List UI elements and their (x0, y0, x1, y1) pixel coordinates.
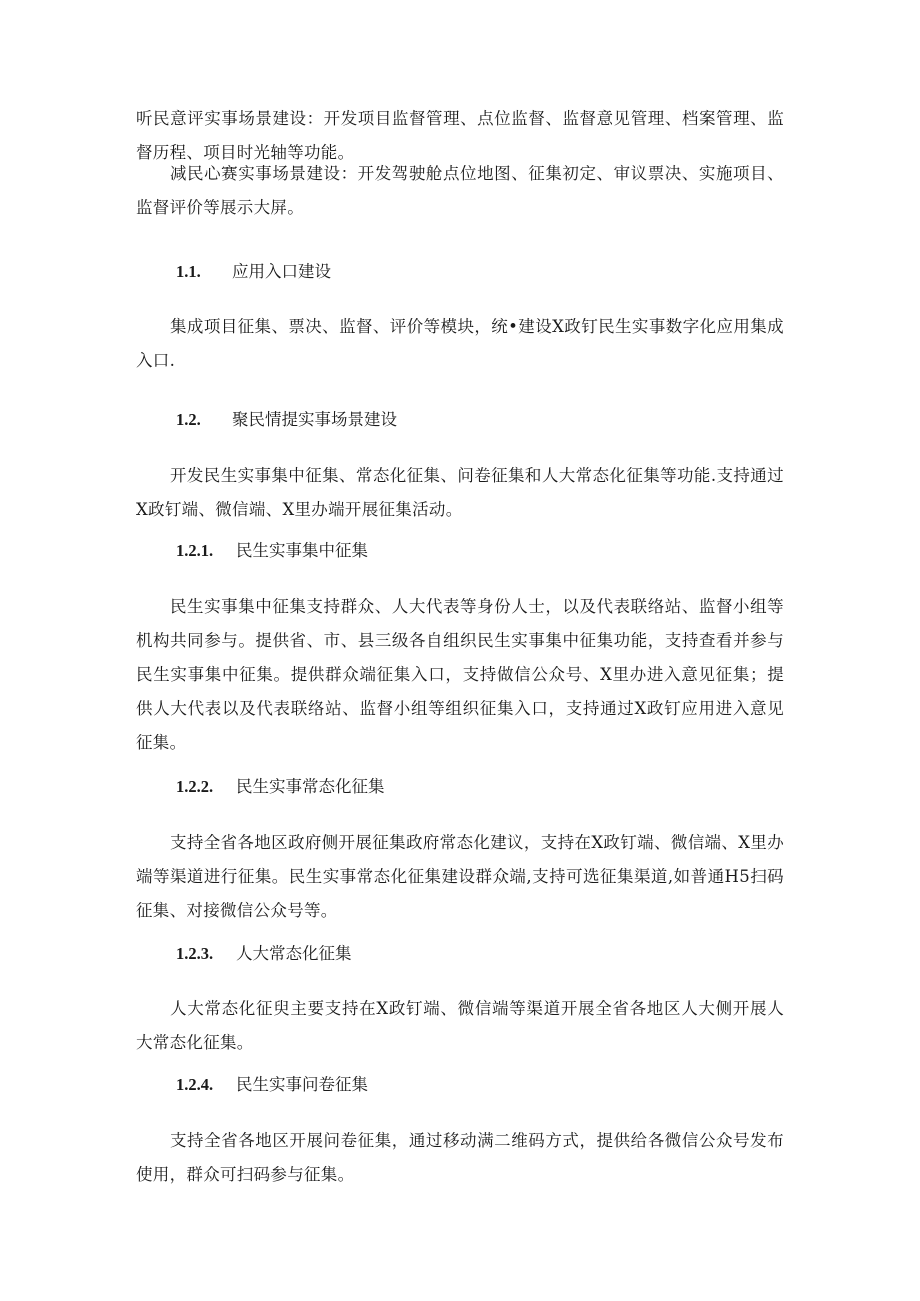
heading-text: 聚民情提实事场景建设 (232, 410, 397, 429)
heading-1-2 (176, 408, 397, 432)
paragraph-centralized-collection: 民生实事集中征集支持群众、人大代表等身份人士，以及代表联络站、监督小组等机构共同参与。提供省、市、县三级各自组织民生实事集中征集功能，支持查看并参与民生实事集中征集。提供群众端征集入口，支持做信公众号、X里办进入意见征集；提供人大代表以及代表联络站、监督小组等组织征集入口，支持通过X政钉应用进入意见征集。 (136, 597, 784, 752)
paragraph-regular-collection: 支持全省各地区政府侧开展征集政府常态化建议，支持在X政钉端、微信端、X里办端等渠道进行征集。民生实事常态化征集建设群众端,支持可选征集渠道,如普通H5扫码征集、对接微信公众号等。 (136, 833, 784, 920)
heading-1-2-4 (176, 1073, 368, 1097)
paragraph-dashboard-scene: 减民心赛实事场景建设：开发驾驶舱点位地图、征集初定、审议票决、实施项目、监督评价等展示大屏。 (136, 164, 784, 217)
heading-text: 民生实事问卷征集 (236, 1075, 368, 1094)
paragraph-supervision-scene: 听民意评实事场景建设：开发项目监督管理、点位监督、监督意见管理、档案管理、监督历程、项目时光轴等功能。 (136, 109, 784, 162)
heading-1-2-2 (176, 775, 385, 799)
paragraph-npc-collection: 人大常态化征臾主要支持在X政钉端、微信端等渠道开展全省各地区人大侧开展人大常态化征集。 (136, 999, 784, 1052)
heading-text: 民生实事常态化征集 (236, 777, 385, 796)
heading-number: 1.2.4. (176, 1075, 214, 1094)
heading-number: 1.2.2. (176, 777, 214, 796)
paragraph-entry: 集成项目征集、票决、监督、评价等模块，统•建设X政钉民生实事数字化应用集成入口. (136, 317, 784, 370)
heading-text: 民生实事集中征集 (236, 541, 368, 560)
heading-1-2-1 (176, 539, 368, 563)
heading-1-2-3 (176, 942, 352, 966)
heading-number: 1.2.3. (176, 944, 214, 963)
heading-1-1 (176, 260, 331, 284)
heading-text: 应用入口建设 (232, 262, 331, 281)
heading-number: 1.2.1. (176, 541, 214, 560)
heading-number: 1.1. (176, 262, 201, 281)
heading-number: 1.2. (176, 410, 201, 429)
paragraph-questionnaire-collection: 支持全省各地区开展问卷征集，通过移动满二维码方式，提供给各微信公众号发布使用，群众可扫码参与征集。 (136, 1131, 784, 1184)
heading-text: 人大常态化征集 (236, 944, 352, 963)
paragraph-collection-intro: 开发民生实事集中征集、常态化征集、问卷征集和人大常态化征集等功能.支持通过X政钉端、微信端、X里办端开展征集活动。 (136, 466, 784, 519)
